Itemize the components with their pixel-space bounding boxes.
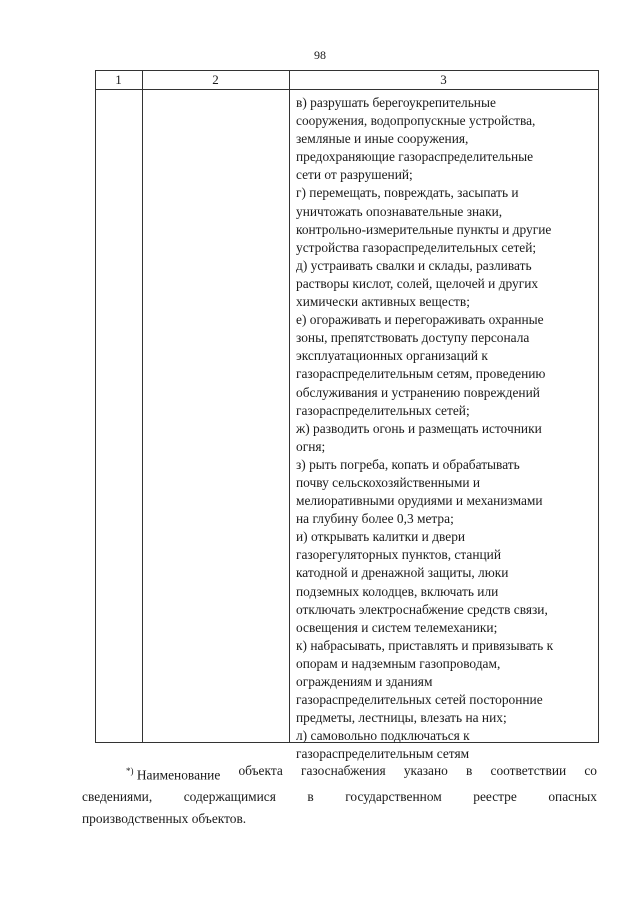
text-line: и) открывать калитки и двери [296, 529, 466, 545]
text-line: уничтожать опознавательные знаки, [296, 203, 503, 219]
footnote-word: Наименование [136, 767, 221, 783]
table-column-divider-1 [142, 70, 143, 743]
text-line: сети от разрушений; [296, 167, 413, 183]
text-line: зоны, препятствовать доступу персонала [296, 330, 530, 346]
text-line: ограждениям и зданиям [296, 674, 433, 689]
table-cell-column-3 [296, 94, 594, 763]
text-line: эксплуатационных организаций к [296, 348, 488, 364]
text-line: растворы кислот, солей, щелочей и других [296, 275, 539, 291]
footnote-line-2 [82, 786, 597, 808]
footnote-word: газоснабжения [300, 763, 386, 778]
footnote-word: соответствии [490, 763, 567, 778]
text-line: земляные и иные сооружения, [296, 131, 469, 147]
text-line: в) разрушать берегоукрепительные [296, 95, 496, 110]
footnote-word: сведениями, [82, 789, 153, 805]
text-line: мелиоративными орудиями и механизмами [296, 493, 543, 509]
footnote-word: опасных [548, 789, 597, 805]
text-line: почву сельскохозяйственными и [296, 474, 481, 490]
footnote-line-3: производственных объектов. [82, 811, 247, 827]
footnote-word: в [466, 763, 473, 778]
text-line: устройства газораспределительных сетей; [296, 239, 537, 255]
text-line: химически активных веществ; [296, 294, 470, 310]
text-line: з) рыть погреба, копать и обрабатывать [296, 456, 520, 472]
column-header-2: 2 [212, 72, 219, 87]
text-line: сооружения, водопропускные устройства, [296, 113, 536, 129]
text-line: д) устраивать свалки и склады, разливать [296, 257, 532, 273]
footnote-word: в [307, 789, 314, 805]
text-line: на глубину более 0,3 метра; [296, 511, 454, 527]
footnote-word: государственном [345, 789, 442, 805]
text-line: контрольно-измерительные пункты и другие [296, 221, 552, 237]
text-line: предметы, лестницы, влезать на них; [296, 710, 507, 726]
text-line: газораспределительным сетям, проведению [296, 366, 546, 382]
text-line: предохраняющие газораспределительные [296, 149, 534, 165]
footnote-word: со [584, 763, 597, 778]
table-right-border [598, 70, 599, 743]
text-line: л) самовольно подключаться к [296, 728, 470, 744]
footnote-word: указано [403, 763, 448, 778]
text-line: газораспределительных сетей; [296, 402, 470, 418]
text-line: катодной и дренажной защиты, люки [296, 565, 509, 581]
text-line: газораспределительных сетей посторонние [296, 692, 543, 708]
document-table [95, 70, 599, 762]
text-line: отключать электроснабжение средств связи, [296, 601, 548, 617]
table-column-divider-2 [289, 70, 290, 743]
table-left-border [95, 70, 96, 743]
footnote-word: содержащимися [183, 789, 276, 805]
column-header-1: 1 [115, 72, 122, 87]
text-line: опорам и надземным газопроводам, [296, 655, 501, 671]
text-line: огня; [296, 438, 326, 454]
footnote-marker: *) [126, 766, 134, 776]
footnote-word: объекта [238, 763, 283, 778]
text-line: к) набрасывать, приставлять и привязывать к [296, 637, 554, 653]
text-line: освещения и систем телемеханики; [296, 619, 498, 635]
footnote-line-1 [82, 760, 597, 786]
page-number: 98 [314, 48, 326, 62]
text-line: газораспределительным сетям [296, 746, 470, 762]
text-line: ж) разводить огонь и размещать источники [296, 420, 542, 436]
footnote-word: реестре [473, 789, 517, 805]
column-header-3: 3 [440, 72, 447, 87]
footnote-word [126, 760, 220, 786]
text-line: обслуживания и устранению повреждений [296, 384, 540, 400]
text-line: подземных колодцев, включать или [296, 583, 499, 599]
table-header-border [95, 89, 599, 90]
text-line: газорегуляторных пунктов, станций [296, 547, 502, 563]
text-line: е) огораживать и перегораживать охранные [296, 312, 544, 328]
text-line: г) перемещать, повреждать, засыпать и [296, 185, 519, 201]
footnote [82, 760, 597, 830]
